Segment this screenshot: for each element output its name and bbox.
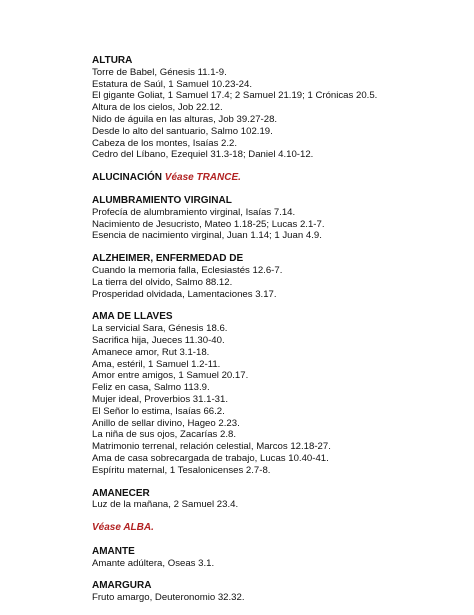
entry-amanecer: [92, 488, 452, 512]
entry-line: Fruto amargo, Deuteronomio 32.32.: [92, 592, 245, 604]
entry-heading: ALZHEIMER, ENFERMEDAD DE: [92, 253, 244, 265]
entry-amante: [92, 546, 452, 570]
see-also-reference: Véase ALBA: [92, 522, 152, 534]
entry-heading: AMANECER: [92, 487, 150, 499]
entry-line: Cuando la memoria falla, Eclesiastés 12.6-7.: [92, 264, 283, 276]
entry-ama-de-llaves: [92, 311, 452, 476]
entry-line: Desde lo alto del santuario, Salmo 102.19.: [92, 125, 273, 137]
entry-line: Matrimonio terrenal, relación celestial, Marcos 12.18-27.: [92, 441, 331, 453]
entry-amargura: [92, 580, 452, 604]
see-also-period: .: [238, 172, 241, 184]
entry-heading: [92, 172, 452, 184]
entry-line: Mujer ideal, Proverbios 31.1-31.: [92, 393, 228, 405]
entry-heading: AMARGURA: [92, 580, 152, 592]
entry-line: Cedro del Líbano, Ezequiel 31.3-18; Daniel 4.10-12.: [92, 149, 314, 161]
entry-line: Torre de Babel, Génesis 11.1-9.: [92, 66, 227, 78]
entry-line: Prosperidad olvidada, Lamentaciones 3.17.: [92, 288, 277, 300]
entry-line: Anillo de sellar divino, Hageo 2.23.: [92, 417, 240, 429]
entry-line: Esencia de nacimiento virginal, Juan 1.14; 1 Juan 4.9.: [92, 230, 322, 242]
entry-line: La niña de sus ojos, Zacarías 2.8.: [92, 429, 236, 441]
see-also-reference: Véase TRANCE: [164, 172, 239, 184]
entry-altura: [92, 55, 452, 161]
entry-line: Nacimiento de Jesucristo, Mateo 1.18-25; Lucas 2.1-7.: [92, 218, 325, 230]
entry-line: Sacrifica hija, Jueces 11.30-40.: [92, 334, 225, 346]
entry-line: La servicial Sara, Génesis 18.6.: [92, 323, 228, 335]
entry-heading: ALUMBRAMIENTO VIRGINAL: [92, 194, 232, 206]
entry-heading: AMA DE LLAVES: [92, 311, 173, 323]
entry-line: Profecía de alumbramiento virginal, Isaías 7.14.: [92, 206, 296, 218]
entry-line: El gigante Goliat, 1 Samuel 17.4; 2 Samuel 21.19; 1 Crónicas 20.5.: [92, 90, 378, 102]
entry-heading: AMANTE: [92, 545, 135, 557]
entry-alucinacion: [92, 172, 452, 184]
entry-line: Ama de casa sobrecargada de trabajo, Lucas 10.40-41.: [92, 452, 329, 464]
entry-line: Amanece amor, Rut 3.1-18.: [92, 346, 210, 358]
entry-line: Espíritu maternal, 1 Tesalonicenses 2.7-8.: [92, 464, 271, 476]
entry-line: Amor entre amigos, 1 Samuel 20.17.: [92, 370, 249, 382]
entry-line: Ama, estéril, 1 Samuel 1.2-11.: [92, 358, 221, 370]
see-also-period: .: [151, 522, 154, 534]
entry-heading-text: ALUCINACIÓN: [92, 172, 162, 184]
entry-line: Luz de la mañana, 2 Samuel 23.4.: [92, 499, 239, 511]
entry-line: Estatura de Saúl, 1 Samuel 10.23-24.: [92, 78, 252, 90]
entry-line: Altura de los cielos, Job 22.12.: [92, 102, 223, 114]
entry-alumbramiento-virginal: [92, 195, 452, 242]
entry-heading: ALTURA: [92, 55, 133, 66]
entry-line: Amante adúltera, Oseas 3.1.: [92, 557, 215, 569]
entry-see-alba: [92, 522, 452, 534]
topic-index: [92, 55, 452, 615]
entry-line: Feliz en casa, Salmo 113.9.: [92, 382, 210, 394]
entry-line: La tierra del olvido, Salmo 88.12.: [92, 276, 233, 288]
see-also-line: [92, 522, 452, 534]
entry-line: Nido de águila en las alturas, Job 39.27-28.: [92, 113, 278, 125]
entry-line: Cabeza de los montes, Isaías 2.2.: [92, 137, 238, 149]
entry-alzheimer: [92, 253, 452, 300]
entry-line: El Señor lo estima, Isaías 66.2.: [92, 405, 225, 417]
